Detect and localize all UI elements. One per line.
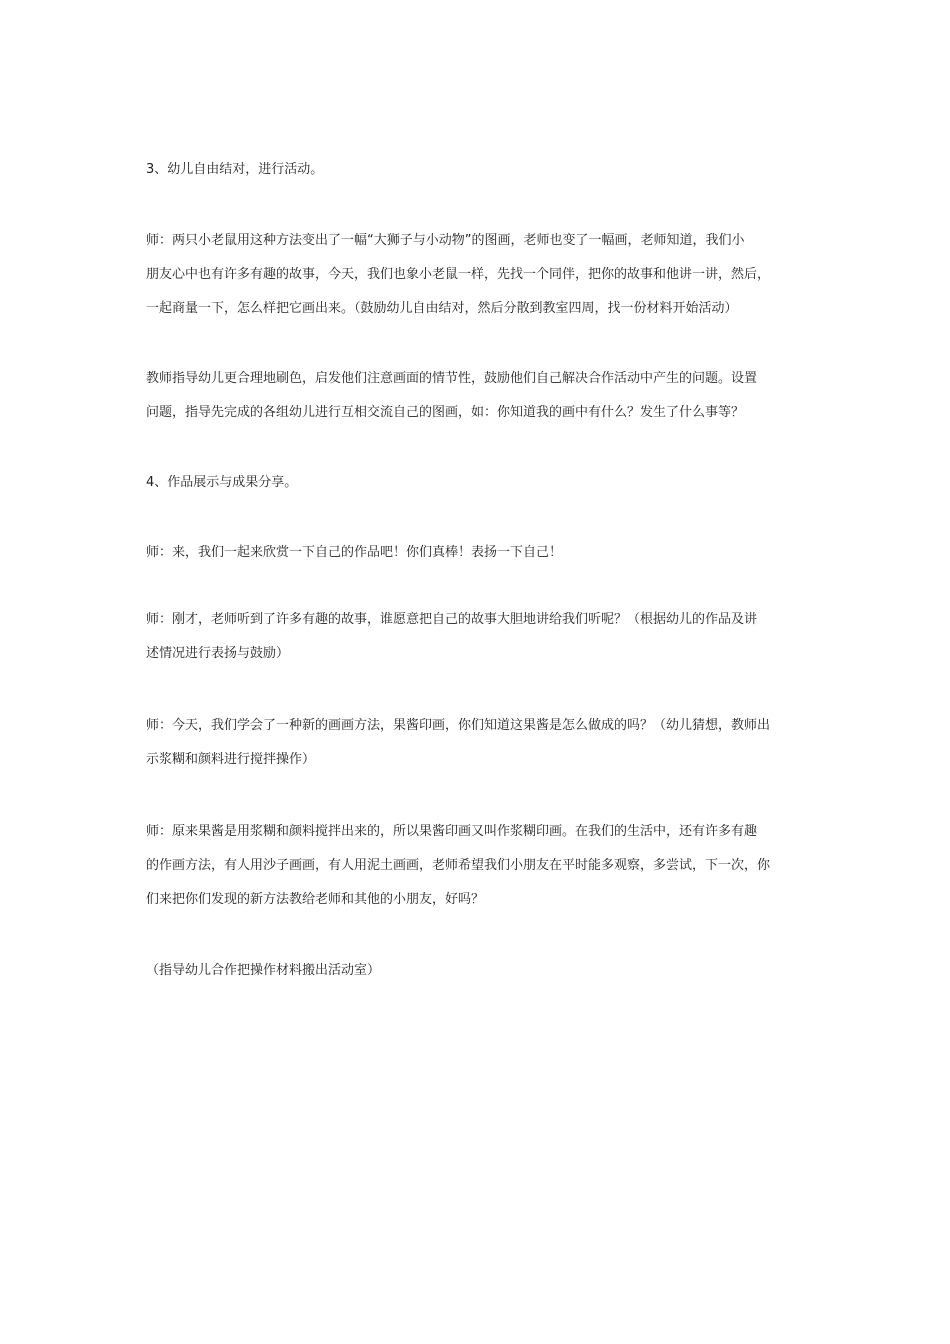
text-line: 4、作品展示与成果分享。: [146, 475, 298, 490]
text-line: 的作画方法，有人用沙子画画，有人用泥土画画，老师希望我们小朋友在平时能多观察，多尝试，下一次，你: [146, 858, 771, 873]
appreciation-paragraph: [146, 536, 814, 570]
text-line: 3、幼儿自由结对，进行活动。: [146, 162, 324, 177]
text-line: 师：原来果酱是用浆糊和颜料搅拌出来的，所以果酱印画又叫作浆糊印画。在我们的生活中，还有许多有趣: [146, 824, 758, 839]
text-line: 朋友心中也有许多有趣的故事，今天，我们也象小老鼠一样，先找一个同伴，把你的故事和他讲一讲，然后，: [146, 267, 771, 282]
text-line: 问题，指导先完成的各组幼儿进行互相交流自己的图画，如：你知道我的画中有什么？发生了什么事等？: [146, 405, 745, 420]
final-instruction: [146, 954, 814, 988]
text-line: 师：今天，我们学会了一种新的画画方法，果酱印画，你们知道这果酱是怎么做成的吗？（幼儿猜想，教师出: [146, 718, 771, 733]
text-line: 师：来，我们一起来欣赏一下自己的作品吧！你们真棒！表扬一下自己！: [146, 545, 563, 560]
teacher-intro-paragraph: [146, 224, 814, 326]
storytelling-paragraph: [146, 603, 814, 671]
text-line: 教师指导幼儿更合理地刷色，启发他们注意画面的情节性，鼓励他们自己解决合作活动中产生的问题。设置: [146, 371, 758, 386]
text-line: （指导幼儿合作把操作材料搬出活动室）: [146, 963, 381, 978]
text-line: 师：刚才，老师听到了许多有趣的故事，谁愿意把自己的故事大胆地讲给我们听呢？（根据幼儿的作品及讲: [146, 612, 758, 627]
text-line: 一起商量一下，怎么样把它画出来。（鼓励幼儿自由结对，然后分散到教室四周，找一份材料开始活动）: [146, 301, 738, 316]
teacher-guidance-paragraph: [146, 362, 814, 430]
jam-printing-paragraph: [146, 709, 814, 777]
step-3-heading: [146, 153, 814, 187]
text-line: 们来把你们发现的新方法教给老师和其他的小朋友，好吗？: [146, 892, 485, 907]
text-line: 师：两只小老鼠用这种方法变出了一幅“大狮子与小动物”的图画，老师也变了一幅画，老师知道，我们小: [146, 233, 745, 248]
step-4-heading: [146, 466, 814, 500]
text-line: 述情况进行表扬与鼓励）: [146, 646, 290, 661]
closing-paragraph: [146, 815, 814, 917]
text-line: 示浆糊和颜料进行搅拌操作）: [146, 752, 316, 767]
